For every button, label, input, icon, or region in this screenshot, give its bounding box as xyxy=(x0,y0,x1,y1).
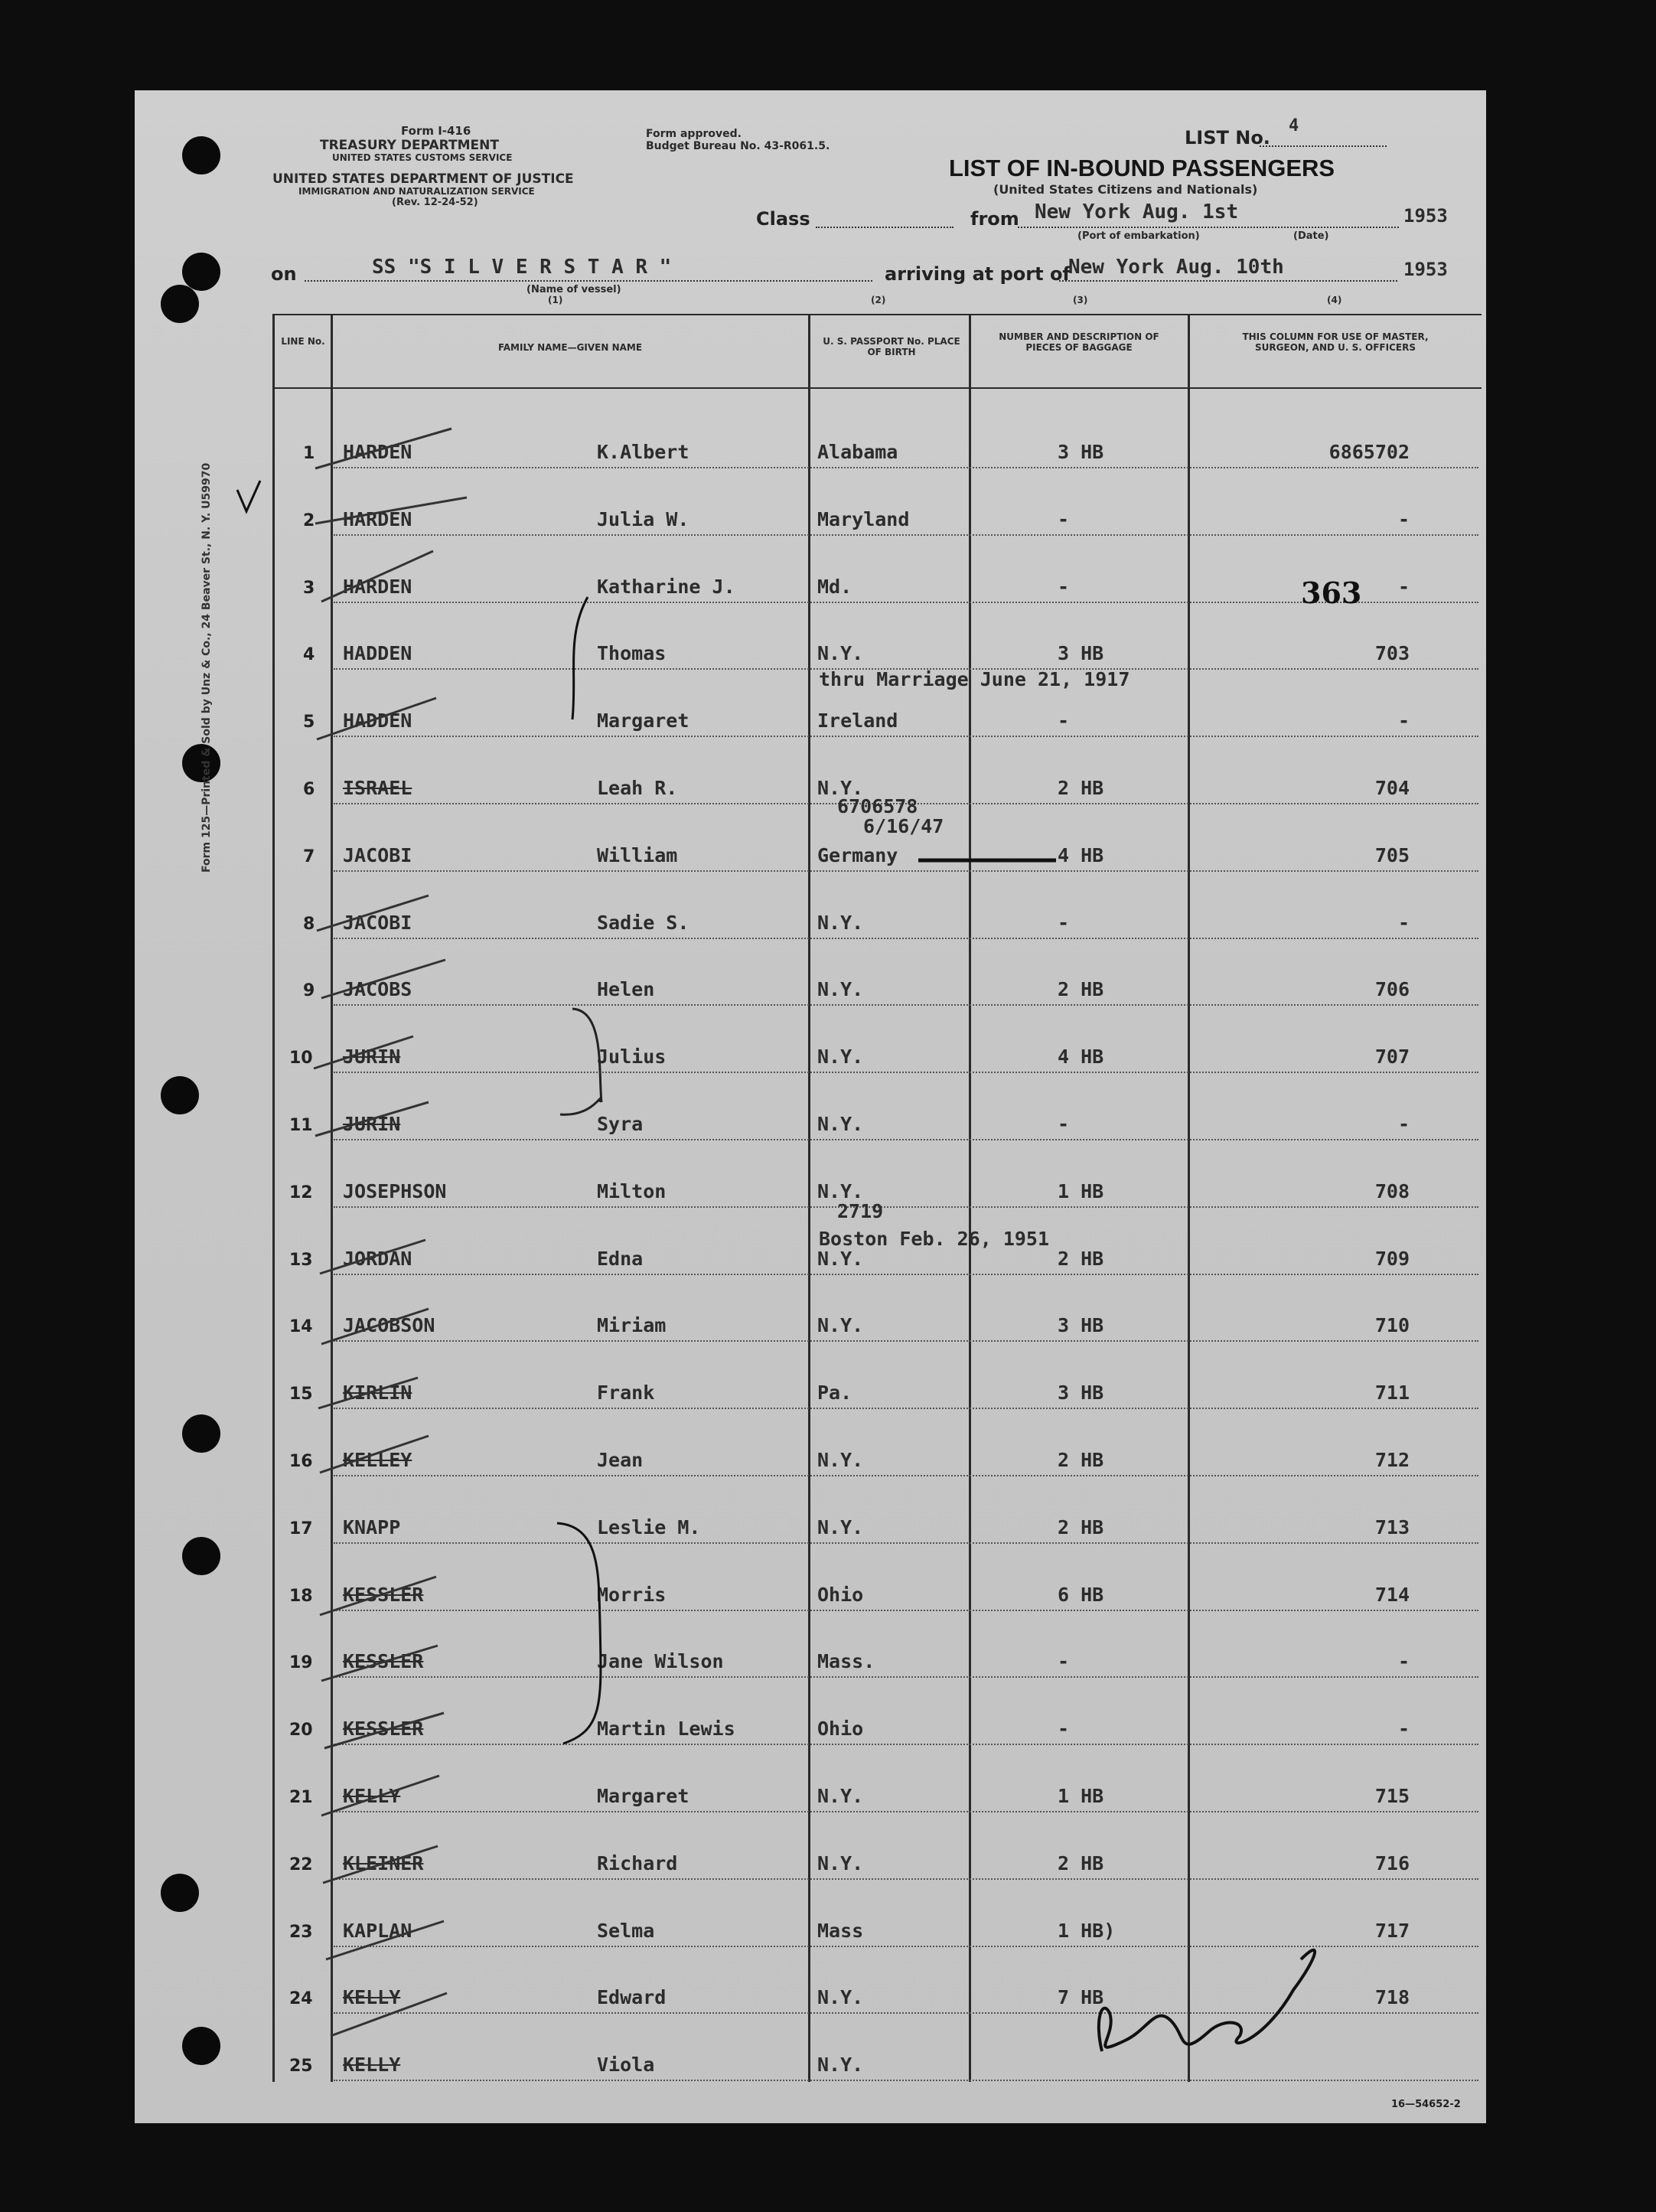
family-name: KNAPP xyxy=(343,1515,401,1538)
given-name: Leah R. xyxy=(597,777,678,799)
officer-number: 713 xyxy=(1374,1515,1410,1538)
line-number: 18 xyxy=(289,1586,313,1606)
place-of-birth: Maryland xyxy=(817,507,910,530)
line-number: 2 xyxy=(303,511,315,530)
given-name: Syra xyxy=(597,1113,644,1135)
from-value: New York Aug. 1st xyxy=(1035,201,1239,223)
place-of-birth: N.Y. xyxy=(817,642,864,665)
family-name: JACOBI xyxy=(343,843,412,866)
col-header-officers: THIS COLUMN FOR USE OF MASTER, SURGEON, AND U. S. OFFICERS xyxy=(1242,331,1429,353)
place-of-birth: Mass xyxy=(817,1919,864,1942)
family-name: JOSEPHSON xyxy=(343,1179,447,1202)
family-name: JURIN xyxy=(343,1113,401,1135)
justice-label: UNITED STATES DEPARTMENT OF JUSTICE xyxy=(272,171,574,187)
line-number: 20 xyxy=(289,1721,313,1741)
embark-caption: (Port of embarkation) xyxy=(1077,230,1200,242)
given-name: Margaret xyxy=(597,710,689,732)
officer-number: 703 xyxy=(1374,642,1410,665)
officer-number: 715 xyxy=(1374,1785,1410,1807)
family-name: KELLY xyxy=(343,1986,401,2009)
baggage: - xyxy=(1058,575,1070,598)
passport-note: thru Marriage June 21, 1917 xyxy=(819,668,1130,691)
baggage: 2 HB xyxy=(1058,777,1104,799)
line-number: 19 xyxy=(289,1653,313,1673)
treasury-label: TREASURY DEPARTMENT xyxy=(320,138,499,153)
baggage: 3 HB xyxy=(1058,642,1104,665)
family-name: HARDEN xyxy=(343,575,412,598)
line-number: 14 xyxy=(289,1317,313,1337)
place-of-birth: N.Y. xyxy=(817,978,864,1001)
baggage: 3 HB xyxy=(1058,441,1104,463)
place-of-birth: N.Y. xyxy=(817,1986,864,2009)
line-number: 8 xyxy=(303,914,315,934)
family-name: KESSLER xyxy=(343,1650,424,1673)
family-name: HARDEN xyxy=(343,441,412,463)
line-number: 21 xyxy=(289,1788,313,1807)
col-header-line: LINE No. xyxy=(281,336,325,347)
line-number: 10 xyxy=(289,1049,313,1068)
place-of-birth: Pa. xyxy=(817,1382,852,1405)
officer-number: 712 xyxy=(1374,1449,1410,1471)
given-name: Frank xyxy=(597,1382,655,1405)
baggage: 6 HB xyxy=(1058,1583,1104,1606)
line-number: 11 xyxy=(289,1116,313,1135)
officer-number: 708 xyxy=(1374,1179,1410,1202)
line-number: 24 xyxy=(289,1989,313,2009)
caption-1: (1) xyxy=(548,295,563,305)
given-name: Viola xyxy=(597,2054,655,2077)
given-name: K.Albert xyxy=(597,441,689,463)
arriving-label: arriving at port of xyxy=(885,263,1071,285)
officer-number: 717 xyxy=(1374,1919,1410,1942)
officer-number: 716 xyxy=(1374,1851,1410,1874)
line-number: 17 xyxy=(289,1519,313,1538)
family-name: KESSLER xyxy=(343,1583,424,1606)
baggage: - xyxy=(1058,710,1070,732)
list-no-label: LIST No. xyxy=(1185,127,1270,148)
baggage: - xyxy=(1058,1650,1070,1673)
line-number: 16 xyxy=(289,1452,313,1471)
baggage: 3 HB xyxy=(1058,1382,1104,1405)
family-name: JACOBI xyxy=(343,911,412,934)
place-of-birth: Alabama xyxy=(817,441,898,463)
baggage: 1 HB xyxy=(1058,1179,1104,1202)
family-name: ISRAEL xyxy=(343,777,412,799)
baggage: - xyxy=(1058,1113,1070,1135)
approved-label: Form approved. xyxy=(646,128,742,140)
given-name: Morris xyxy=(597,1583,667,1606)
baggage: - xyxy=(1058,507,1070,530)
baggage: 4 HB xyxy=(1058,1046,1104,1068)
officer-number: 6865702 xyxy=(1328,441,1410,463)
family-name: JORDAN xyxy=(343,1247,412,1270)
place-of-birth: N.Y. xyxy=(817,911,864,934)
line-number: 6 xyxy=(303,780,315,799)
place-of-birth: N.Y. xyxy=(817,1449,864,1471)
form-subtitle: (United States Citizens and Nationals) xyxy=(993,182,1258,197)
col-header-name: FAMILY NAME—GIVEN NAME xyxy=(497,342,643,353)
list-no-value: 4 xyxy=(1289,116,1299,135)
line-number: 5 xyxy=(303,713,315,732)
arriving-value: New York Aug. 10th xyxy=(1068,256,1284,279)
officer-number: - xyxy=(1397,911,1410,934)
date-caption: (Date) xyxy=(1293,230,1329,242)
family-name: HARDEN xyxy=(343,507,412,530)
given-name: Julius xyxy=(597,1046,667,1068)
officer-number: - xyxy=(1397,1113,1410,1135)
given-name: Julia W. xyxy=(597,507,689,530)
family-name: KESSLER xyxy=(343,1718,424,1741)
given-name: Milton xyxy=(597,1179,667,1202)
caption-3: (3) xyxy=(1073,295,1088,305)
place-of-birth: N.Y. xyxy=(817,1113,864,1135)
place-of-birth: N.Y. xyxy=(817,1046,864,1068)
baggage: 3 HB xyxy=(1058,1314,1104,1337)
officer-number: - xyxy=(1397,507,1410,530)
officer-number: - xyxy=(1397,1650,1410,1673)
baggage: 2 HB xyxy=(1058,1247,1104,1270)
family-name: KELLY xyxy=(343,2054,401,2077)
family-name: HADDEN xyxy=(343,642,412,665)
given-name: Richard xyxy=(597,1851,678,1874)
from-label: from xyxy=(970,208,1019,230)
officer-number: 706 xyxy=(1374,978,1410,1001)
on-label: on xyxy=(271,263,297,285)
given-name: Miriam xyxy=(597,1314,667,1337)
passport-note: Boston Feb. 26, 1951 xyxy=(819,1227,1050,1250)
line-number: 22 xyxy=(289,1855,313,1874)
officer-number: - xyxy=(1397,575,1410,598)
class-label: Class xyxy=(756,208,810,230)
baggage: 7 HB xyxy=(1058,1986,1104,2009)
baggage: 4 HB xyxy=(1058,843,1104,866)
passport-note: 2719 xyxy=(837,1199,884,1222)
officer-number: 714 xyxy=(1374,1583,1410,1606)
passport-note: 6/16/47 xyxy=(863,814,944,837)
place-of-birth: N.Y. xyxy=(817,1314,864,1337)
footer-code: 16—54652-2 xyxy=(1391,2099,1461,2110)
officer-number: 710 xyxy=(1374,1314,1410,1337)
family-name: JURIN xyxy=(343,1046,401,1068)
form-number: Form I-416 xyxy=(401,124,471,138)
baggage: 1 HB xyxy=(1058,1785,1104,1807)
line-number: 13 xyxy=(289,1250,313,1270)
place-of-birth: Ohio xyxy=(817,1718,864,1741)
given-name: Jean xyxy=(597,1449,644,1471)
family-name: JACOBS xyxy=(343,978,412,1001)
family-name: KELLEY xyxy=(343,1449,412,1471)
officer-number: 705 xyxy=(1374,843,1410,866)
given-name: Jane Wilson xyxy=(597,1650,724,1673)
form-title: LIST OF IN-BOUND PASSENGERS xyxy=(949,155,1335,181)
revision-label: (Rev. 12-24-52) xyxy=(392,197,478,208)
family-name: KIRLIN xyxy=(343,1382,412,1405)
arriving-year: 1953 xyxy=(1403,259,1448,280)
baggage: 2 HB xyxy=(1058,1449,1104,1471)
baggage: - xyxy=(1058,911,1070,934)
place-of-birth: Ohio xyxy=(817,1583,864,1606)
baggage: 2 HB xyxy=(1058,1515,1104,1538)
place-of-birth: N.Y. xyxy=(817,777,864,799)
given-name: Leslie M. xyxy=(597,1515,701,1538)
given-name: Edward xyxy=(597,1986,667,2009)
immigration-label: IMMIGRATION AND NATURALIZATION SERVICE xyxy=(298,186,535,197)
line-number: 1 xyxy=(303,444,315,463)
family-name: KLEINER xyxy=(343,1851,424,1874)
passport-note: 6706578 xyxy=(837,795,918,817)
family-name: JACOBSON xyxy=(343,1314,435,1337)
place-of-birth: N.Y. xyxy=(817,1851,864,1874)
given-name: Martin Lewis xyxy=(597,1718,735,1741)
place-of-birth: Md. xyxy=(817,575,852,598)
place-of-birth: N.Y. xyxy=(817,1515,864,1538)
caption-2: (2) xyxy=(871,295,886,305)
baggage: 1 HB) xyxy=(1058,1919,1116,1942)
place-of-birth: Germany xyxy=(817,843,898,866)
officer-number: 704 xyxy=(1374,777,1410,799)
place-of-birth: Mass. xyxy=(817,1650,875,1673)
line-number: 7 xyxy=(303,847,315,866)
line-number: 9 xyxy=(303,981,315,1001)
place-of-birth: Ireland xyxy=(817,710,898,732)
given-name: Katharine J. xyxy=(597,575,735,598)
baggage: 2 HB xyxy=(1058,1851,1104,1874)
given-name: William xyxy=(597,843,678,866)
vessel-name: SS "S I L V E R S T A R " xyxy=(372,256,672,279)
given-name: Selma xyxy=(597,1919,655,1942)
family-name: KELLY xyxy=(343,1785,401,1807)
officer-number: 707 xyxy=(1374,1046,1410,1068)
place-of-birth: N.Y. xyxy=(817,1179,864,1202)
officer-number: 711 xyxy=(1374,1382,1410,1405)
given-name: Edna xyxy=(597,1247,644,1270)
printer-imprint: Form 125—Printed & Sold by Unz & Co., 24 Beaver St., N. Y. U59970 xyxy=(200,462,213,873)
place-of-birth: N.Y. xyxy=(817,1785,864,1807)
officer-number: - xyxy=(1397,1718,1410,1741)
line-number: 4 xyxy=(303,645,315,665)
given-name: Margaret xyxy=(597,1785,689,1807)
line-number: 15 xyxy=(289,1385,313,1405)
stamp-number: 363 xyxy=(1301,576,1362,610)
budget-label: Budget Bureau No. 43-R061.5. xyxy=(646,140,830,152)
line-number: 12 xyxy=(289,1183,313,1202)
given-name: Helen xyxy=(597,978,655,1001)
officer-number: - xyxy=(1397,710,1410,732)
given-name: Thomas xyxy=(597,642,667,665)
place-of-birth: N.Y. xyxy=(817,2054,864,2077)
line-number: 3 xyxy=(303,578,315,598)
vessel-caption: (Name of vessel) xyxy=(526,284,621,295)
baggage: - xyxy=(1058,1718,1070,1741)
customs-label: UNITED STATES CUSTOMS SERVICE xyxy=(332,152,513,163)
family-name: HADDEN xyxy=(343,710,412,732)
caption-4: (4) xyxy=(1327,295,1342,305)
place-of-birth: N.Y. xyxy=(817,1247,864,1270)
given-name: Sadie S. xyxy=(597,911,689,934)
line-number: 23 xyxy=(289,1922,313,1942)
baggage: 2 HB xyxy=(1058,978,1104,1001)
family-name: KAPLAN xyxy=(343,1919,412,1942)
officer-number: 709 xyxy=(1374,1247,1410,1270)
col-header-baggage: NUMBER AND DESCRIPTION OF PIECES OF BAGGAGE xyxy=(999,331,1159,353)
from-year: 1953 xyxy=(1403,205,1448,227)
line-number: 25 xyxy=(289,2057,313,2077)
col-header-passport: U. S. PASSPORT No. PLACE OF BIRTH xyxy=(823,336,960,357)
officer-number: 718 xyxy=(1374,1986,1410,2009)
